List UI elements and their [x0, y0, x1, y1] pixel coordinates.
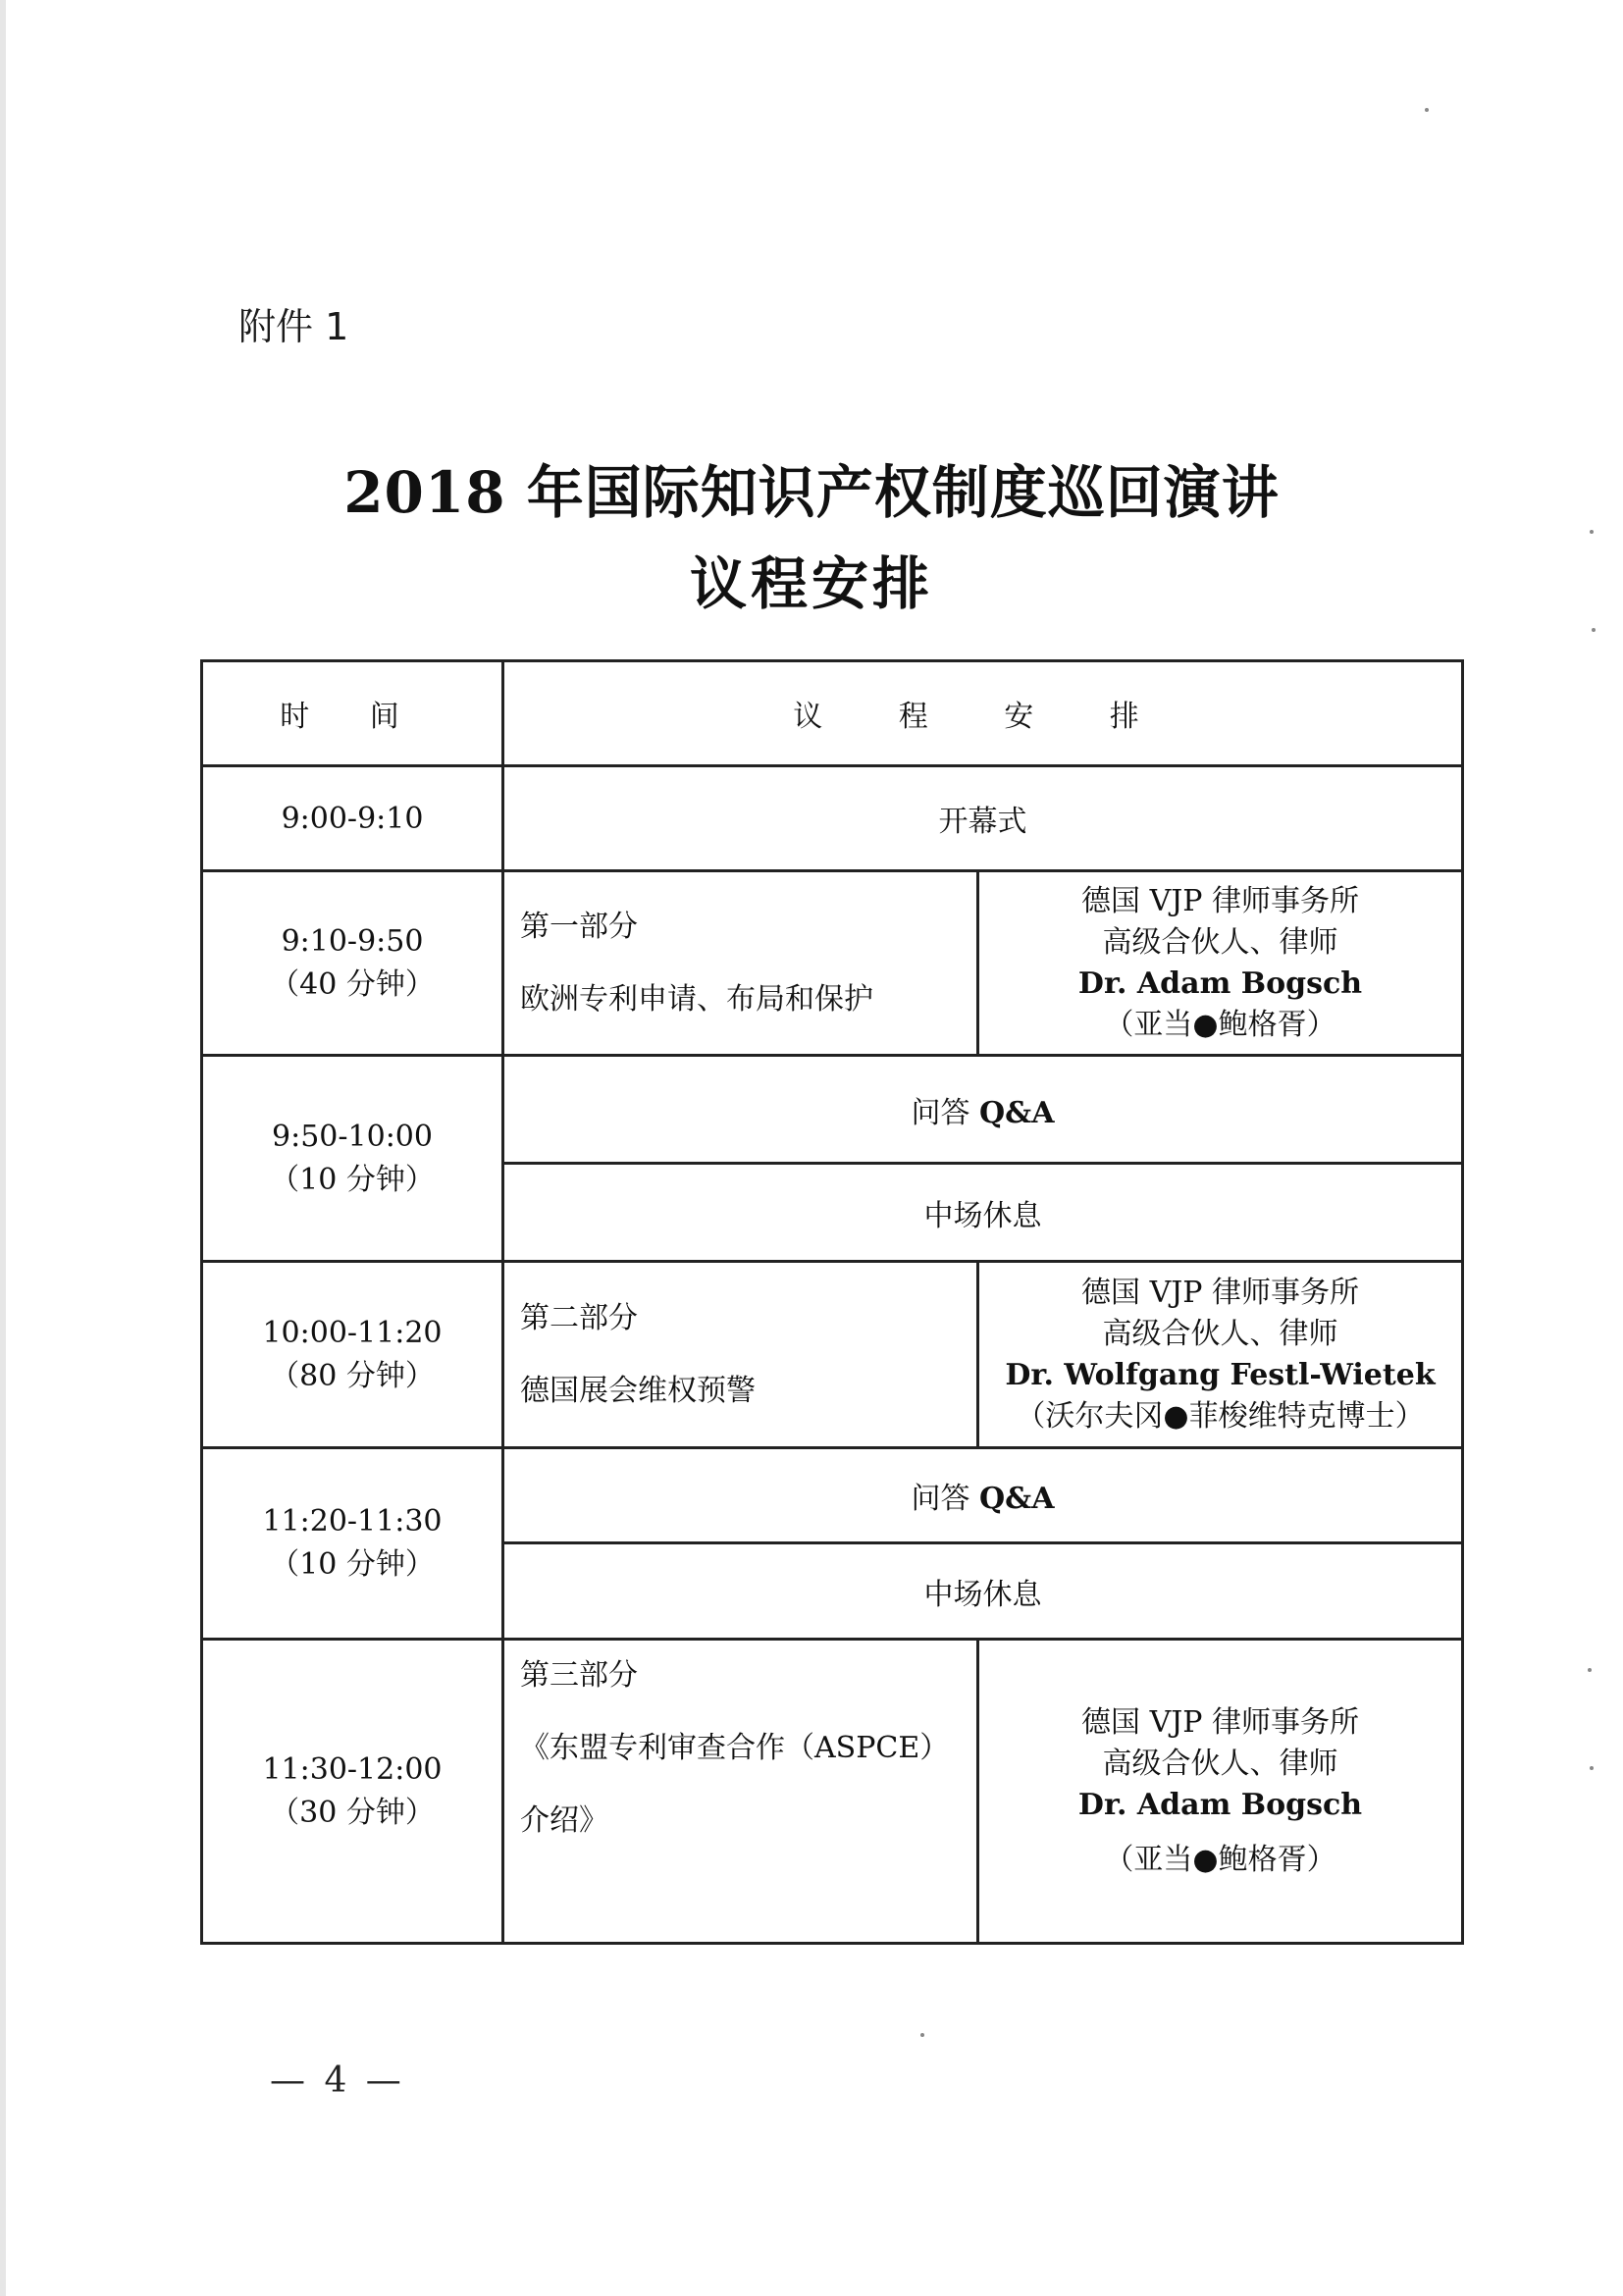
topic-label: 欧洲专利申请、布局和保护 [520, 981, 873, 1017]
table-row [202, 766, 1463, 871]
time-label: 10:00-11:20 [262, 1315, 443, 1350]
scan-speck [1590, 530, 1594, 534]
speaker-cell [978, 1262, 1463, 1448]
speaker-chinese-name: （亚当●鲍格胥） [1104, 1007, 1336, 1042]
qa-english: Q&A [979, 1482, 1055, 1516]
break-label: 中场休息 [923, 1198, 1042, 1233]
qa-cell [503, 1056, 1463, 1164]
table-row [202, 871, 1463, 1056]
speaker-title: 高级合伙人、律师 [1102, 924, 1338, 960]
attachment-label: 附件 1 [238, 305, 349, 348]
speaker-org: 德国 VJP 律师事务所 [1081, 1275, 1359, 1310]
scan-speck [1590, 1766, 1594, 1770]
table-row [202, 1056, 1463, 1164]
time-cell [202, 1640, 503, 1944]
speaker-chinese-name: （沃尔夫冈●菲梭维特克博士） [1016, 1398, 1425, 1434]
part-cell [503, 1640, 978, 1944]
scan-speck [1588, 1668, 1592, 1672]
time-label: 9:10-9:50 [281, 923, 424, 959]
part-label: 第二部分 [520, 1300, 638, 1335]
speaker-org: 德国 VJP 律师事务所 [1081, 883, 1359, 918]
time-cell [202, 766, 503, 871]
time-label: 9:50-10:00 [272, 1119, 433, 1154]
part-label: 第三部分 [520, 1658, 638, 1693]
time-cell [202, 1448, 503, 1640]
speaker-name: Dr. Wolfgang Festl-Wietek [1005, 1357, 1436, 1392]
part-label: 第一部分 [520, 909, 638, 944]
speaker-name: Dr. Adam Bogsch [1077, 1787, 1363, 1822]
header-time [202, 661, 503, 766]
qa-label: 问答 [911, 1095, 970, 1130]
header-agenda [503, 661, 1463, 766]
speaker-title: 高级合伙人、律师 [1102, 1746, 1338, 1781]
time-cell [202, 1262, 503, 1448]
speaker-org: 德国 VJP 律师事务所 [1081, 1704, 1359, 1740]
duration-label: （40 分钟） [270, 966, 435, 1002]
speaker-cell [978, 1640, 1463, 1944]
part-cell [503, 1262, 978, 1448]
scan-speck [1592, 628, 1596, 632]
page-number: — 4 — [270, 2061, 405, 2101]
speaker-chinese-name: （亚当●鲍格胥） [1104, 1842, 1336, 1877]
break-label: 中场休息 [923, 1577, 1042, 1612]
table-header-row [202, 661, 1463, 766]
break-cell [503, 1543, 1463, 1640]
duration-label: （80 分钟） [270, 1358, 435, 1393]
duration-label: （10 分钟） [270, 1547, 435, 1582]
part-cell [503, 871, 978, 1056]
time-cell [202, 871, 503, 1056]
scan-speck [1425, 108, 1429, 112]
header-agenda-label: 议 程 安 排 [793, 700, 1173, 734]
duration-label: （10 分钟） [270, 1162, 435, 1197]
topic-label: 德国展会维权预警 [520, 1373, 756, 1408]
topic-label-continued: 介绍》 [520, 1803, 608, 1838]
duration-label: （30 分钟） [270, 1795, 435, 1830]
speaker-title: 高级合伙人、律师 [1102, 1316, 1338, 1351]
qa-cell [503, 1448, 1463, 1543]
agenda-item-cell [503, 766, 1463, 871]
qa-english: Q&A [979, 1095, 1055, 1130]
scan-edge [0, 0, 6, 2296]
time-label: 11:30-12:00 [262, 1751, 443, 1787]
header-time-label: 时 间 [280, 700, 425, 734]
speaker-cell [978, 871, 1463, 1056]
qa-label: 问答 [911, 1482, 970, 1516]
table-row [202, 1262, 1463, 1448]
agenda-table [200, 659, 1464, 1945]
page-subtitle: 议程安排 [689, 550, 933, 617]
topic-label: 《东盟专利审查合作（ASPCE） [520, 1731, 950, 1765]
time-label: 9:00-9:10 [281, 801, 424, 836]
table-row [202, 1448, 1463, 1543]
agenda-item-label: 开幕式 [938, 805, 1027, 839]
table-row [202, 1640, 1463, 1944]
scan-speck [920, 2033, 924, 2037]
break-cell [503, 1164, 1463, 1262]
time-cell [202, 1056, 503, 1262]
time-label: 11:20-11:30 [262, 1504, 443, 1539]
page-title: 2018 年国际知识产权制度巡回演讲 [343, 459, 1280, 526]
speaker-name: Dr. Adam Bogsch [1077, 965, 1363, 1001]
